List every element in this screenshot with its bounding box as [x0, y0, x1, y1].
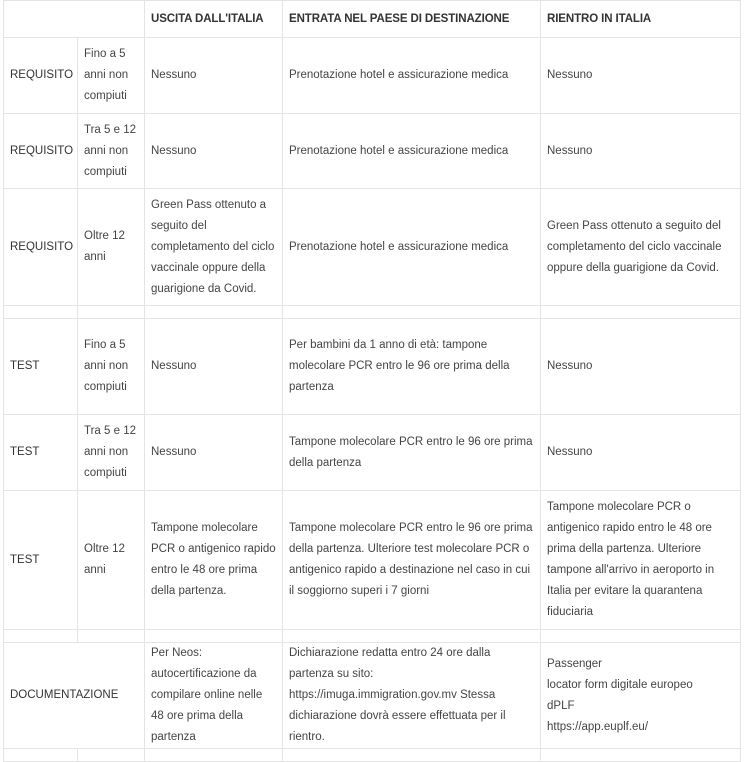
cell-exit: Nessuno — [145, 38, 283, 114]
table-row — [4, 114, 741, 189]
header-entry-destination: ENTRATA NEL PAESE DI DESTINAZIONE — [283, 1, 541, 38]
cell-entry: Tampone molecolare PCR entro le 96 ore prima della partenza — [283, 415, 541, 491]
cell-return: Tampone molecolare PCR o antigenico rapido entro le 48 ore prima della partenza. Ulteriore tampone all'arrivo in aeroporto in Italia per evitare la quarantena fiduciaria — [541, 491, 741, 630]
table-row — [4, 38, 741, 114]
row-category: TEST — [4, 415, 78, 491]
cell-exit: Nessuno — [145, 415, 283, 491]
cell-exit: Green Pass ottenuto a seguito del completamento del ciclo vaccinale oppure della guarigione da Covid. — [145, 189, 283, 306]
cell-return: Nessuno — [541, 38, 741, 114]
row-age: Fino a 5 anni non compiuti — [78, 38, 145, 114]
cell-entry: Dichiarazione redatta entro 24 ore dalla partenza su sito: https://imuga.immigration.gov.mv Stessa dichiarazione dovrà essere effettuata per il rientro. — [283, 643, 541, 749]
table-row — [4, 491, 741, 630]
table-row — [4, 189, 741, 306]
cell-exit: Nessuno — [145, 114, 283, 189]
cell-exit: Nessuno — [145, 319, 283, 415]
cell-return: Passenger locator form digitale europeo dPLF https://app.euplf.eu/ — [541, 643, 741, 749]
table-row — [4, 415, 741, 491]
cell-exit: Tampone molecolare PCR o antigenico rapido entro le 48 ore prima della partenza. — [145, 491, 283, 630]
cell-entry: Prenotazione hotel e assicurazione medica — [283, 114, 541, 189]
row-category: DOCUMENTAZIONE — [4, 643, 145, 749]
row-age: Tra 5 e 12 anni non compiuti — [78, 415, 145, 491]
row-age: Fino a 5 anni non compiuti — [78, 319, 145, 415]
cell-return: Green Pass ottenuto a seguito del completamento del ciclo vaccinale oppure della guarigione da Covid. — [541, 189, 741, 306]
table-row — [4, 643, 741, 749]
cell-exit: Per Neos: autocertificazione da compilare online nelle 48 ore prima della partenza — [145, 643, 283, 749]
cell-return: Nessuno — [541, 319, 741, 415]
cell-return: Nessuno — [541, 415, 741, 491]
header-exit-italy: USCITA DALL'ITALIA — [145, 1, 283, 38]
row-age: Oltre 12 anni — [78, 189, 145, 306]
cell-entry: Prenotazione hotel e assicurazione medica — [283, 38, 541, 114]
header-return-italy: RIENTRO IN ITALIA — [541, 1, 741, 38]
travel-requirements-table — [3, 0, 741, 762]
row-category: REQUISITO — [4, 38, 78, 114]
spacer-row — [4, 749, 741, 762]
row-age: Oltre 12 anni — [78, 491, 145, 630]
cell-entry: Prenotazione hotel e assicurazione medica — [283, 189, 541, 306]
cell-entry: Per bambini da 1 anno di età: tampone molecolare PCR entro le 96 ore prima della partenza — [283, 319, 541, 415]
header-blank — [4, 1, 145, 38]
row-category: TEST — [4, 491, 78, 630]
table-row — [4, 319, 741, 415]
cell-return: Nessuno — [541, 114, 741, 189]
cell-entry: Tampone molecolare PCR entro le 96 ore prima della partenza. Ulteriore test molecolare PCR o antigenico rapido a destinazione nel caso in cui il soggiorno superi i 7 giorni — [283, 491, 541, 630]
table-header-row — [4, 1, 741, 38]
row-category: REQUISITO — [4, 114, 78, 189]
row-age: Tra 5 e 12 anni non compiuti — [78, 114, 145, 189]
row-category: TEST — [4, 319, 78, 415]
spacer-row — [4, 306, 741, 319]
spacer-row — [4, 630, 741, 643]
row-category: REQUISITO — [4, 189, 78, 306]
